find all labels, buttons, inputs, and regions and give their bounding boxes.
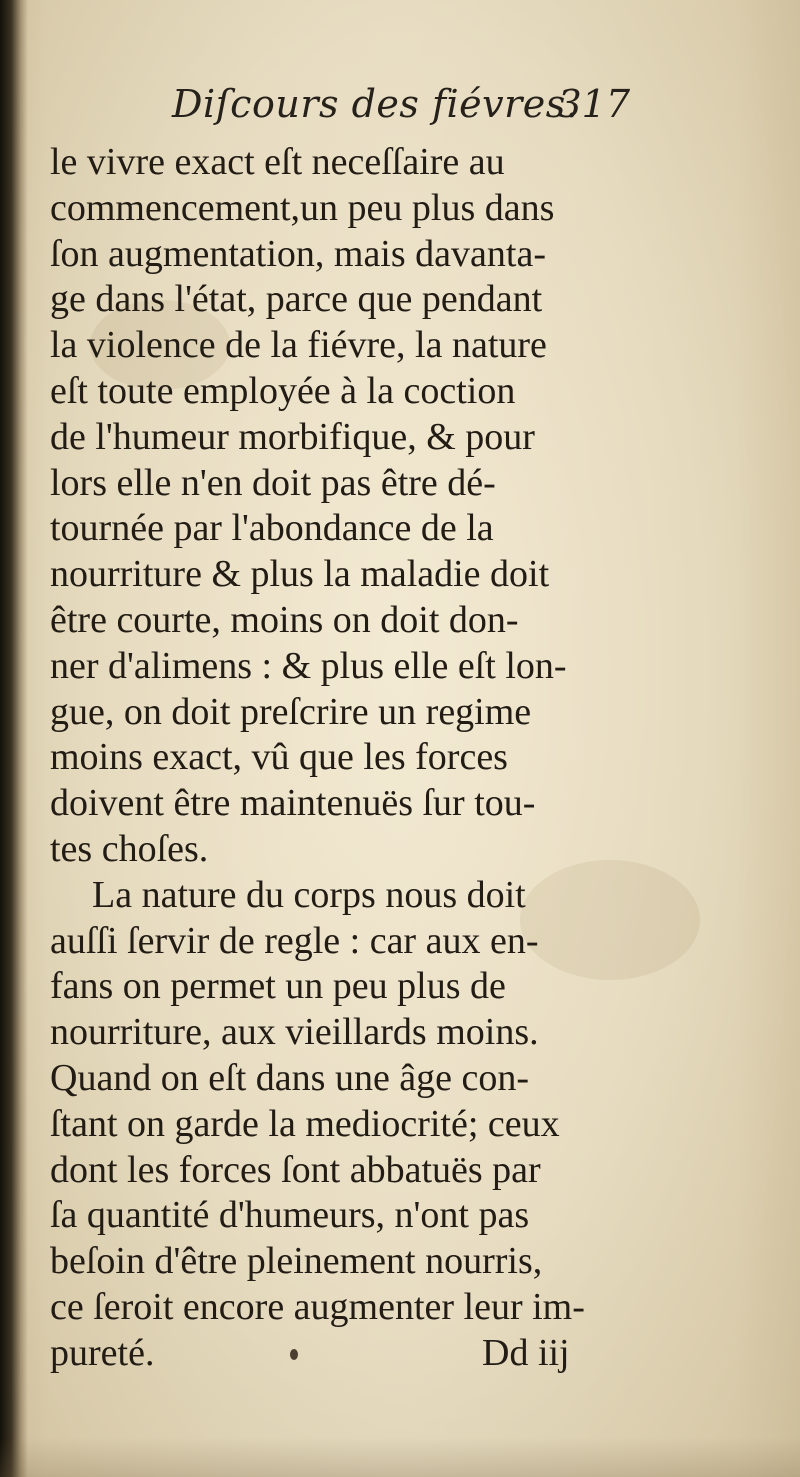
page-bottom-shade bbox=[0, 1437, 800, 1477]
text-line: le vivre exact eſt neceſſaire au bbox=[50, 141, 505, 183]
text-line: gue, on doit preſcrire un regime bbox=[50, 690, 532, 733]
text-line: ge dans l'état, parce que pendant bbox=[50, 278, 543, 321]
text-line: ner d'alimens : & plus elle eſt lon- bbox=[50, 644, 567, 687]
text-line: dont les forces ſont abbatuës par bbox=[50, 1148, 541, 1191]
paragraph-first-line: La nature du corps nous doit bbox=[92, 873, 526, 916]
text-line: Quand on eſt dans une âge con- bbox=[50, 1056, 530, 1099]
text-line: ſon augmentation, mais davanta- bbox=[50, 232, 546, 275]
running-head bbox=[150, 78, 630, 138]
text-line: fans on permet un peu plus de bbox=[50, 965, 506, 1008]
running-head-title: Diſcours des fiévres. bbox=[172, 82, 579, 126]
text-line: lors elle n'en doit pas être dé- bbox=[50, 461, 496, 504]
text-line: tournée par l'abondance de la bbox=[50, 507, 494, 550]
text-line: ſa quantité d'humeurs, n'ont pas bbox=[50, 1194, 530, 1237]
text-line: la violence de la fiévre, la nature bbox=[50, 324, 547, 367]
text-line: auſſi ſervir de regle : car aux en- bbox=[50, 919, 539, 962]
text-line: nourriture & plus la maladie doit bbox=[50, 553, 550, 596]
signature-mark: Dd iij bbox=[482, 1331, 570, 1374]
text-line: beſoin d'être pleinement nourris, bbox=[50, 1240, 543, 1283]
body-text bbox=[50, 140, 625, 1377]
final-word: pureté. bbox=[50, 1331, 155, 1374]
text-line: eſt toute employée à la coction bbox=[50, 369, 516, 412]
text-line: ſtant on garde la mediocrité; ceux bbox=[50, 1102, 560, 1145]
text-line: tes choſes. bbox=[50, 827, 209, 870]
book-spine-shadow bbox=[0, 0, 28, 1477]
text-line: nourriture, aux vieillards moins. bbox=[50, 1011, 539, 1054]
text-line: doivent être maintenuës ſur tou- bbox=[50, 782, 536, 825]
text-line: moins exact, vû que les forces bbox=[50, 736, 508, 779]
ink-spot bbox=[290, 1349, 298, 1360]
final-line bbox=[50, 1331, 625, 1377]
text-line: ce ſeroit encore augmenter leur im- bbox=[50, 1285, 585, 1328]
text-line: de l'humeur morbifique, & pour bbox=[50, 415, 535, 458]
text-line: commencement,un peu plus dans bbox=[50, 186, 555, 229]
text-line: être courte, moins on doit don- bbox=[50, 598, 519, 641]
page-number: 317 bbox=[557, 82, 630, 126]
